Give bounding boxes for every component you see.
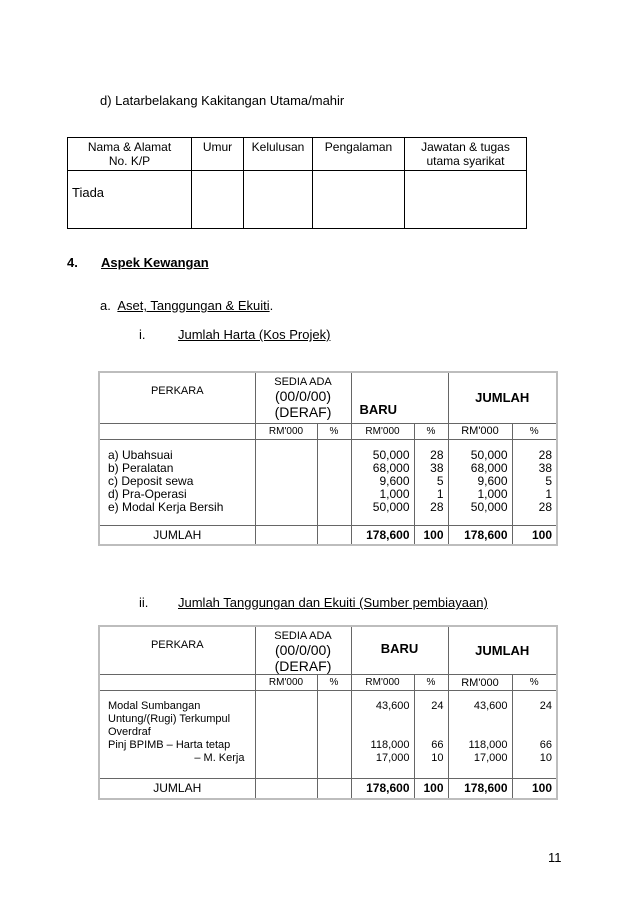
harta-total-baru [351, 525, 414, 544]
tanggungan-header-row [100, 627, 556, 675]
harta-baru-rm [351, 439, 414, 525]
list-item: 17,000 [375, 752, 410, 764]
tanggungan-total-sedia-rm [255, 779, 317, 798]
rm-label: RM'000 [268, 677, 304, 688]
tiada-text: Tiada [72, 185, 105, 200]
col-jawatan-header [405, 138, 527, 171]
cell-umur [192, 171, 244, 229]
total-value: 178,600 [464, 781, 508, 796]
list-item [419, 713, 444, 726]
rm-label: RM'000 [461, 425, 499, 437]
list-item: c) Deposit sewa [108, 473, 194, 488]
list-item: 17,000 [473, 752, 508, 764]
jumlah-label: JUMLAH [475, 390, 530, 406]
list-item: 1,000 [379, 486, 410, 501]
list-item: 38 [538, 460, 552, 475]
unit-sedia-pct [317, 423, 351, 439]
harta-header-row [100, 373, 556, 423]
list-item: Pinj BPIMB – Harta tetap [108, 739, 231, 751]
harta-total-jumlah-pct [512, 525, 556, 544]
list-item: 9,600 [477, 473, 508, 488]
header-umur: Umur [202, 140, 233, 154]
unit-sedia-rm [255, 423, 317, 439]
unit-jumlah-rm [448, 675, 512, 691]
staff-table-row [68, 171, 527, 229]
perkara-label: PERKARA [150, 385, 204, 397]
list-item [356, 726, 410, 739]
list-item [517, 726, 553, 739]
deraf-label: (DERAF) [274, 404, 332, 420]
sub-i-title: Jumlah Harta (Kos Projek) [178, 327, 331, 342]
harta-unit-row [100, 423, 556, 439]
list-item: 1,000 [477, 486, 508, 501]
perkara-label: PERKARA [150, 639, 204, 651]
list-item: 24 [539, 700, 552, 712]
unit-perkara-cell [100, 675, 255, 691]
unit-jumlah-rm [448, 423, 512, 439]
list-item: 28 [538, 499, 552, 514]
rm-label: RM'000 [461, 676, 499, 689]
list-item: 50,000 [372, 499, 410, 514]
harta-table [100, 373, 556, 544]
sedia-ada-label: SEDIA ADA [274, 376, 332, 388]
sedia-ada-header [255, 627, 351, 675]
list-item: 38 [430, 460, 444, 475]
section-4-title: Aspek Kewangan [101, 255, 209, 270]
list-item [419, 726, 444, 739]
total-value: 178,600 [366, 527, 410, 542]
list-item: Overdraf [108, 726, 151, 738]
list-item: 118,000 [468, 739, 508, 751]
pct-label: % [529, 425, 539, 437]
perkara-header [100, 373, 255, 423]
header-nama-line2: No. K/P [108, 154, 151, 168]
unit-baru-pct [414, 675, 448, 691]
rm-label: RM'000 [365, 677, 400, 688]
unit-jumlah-pct [512, 675, 556, 691]
list-item: 28 [430, 499, 444, 514]
total-value: 178,600 [366, 781, 410, 796]
tanggungan-jumlah-rm [448, 691, 512, 779]
harta-jumlah-pct [512, 439, 556, 525]
sub-ii-title: Jumlah Tanggungan dan Ekuiti (Sumber pembiayaan) [178, 595, 488, 610]
staff-table-header-row [68, 138, 527, 171]
tanggungan-total-label [100, 779, 255, 798]
section-d-heading: d) Latarbelakang Kakitangan Utama/mahir [100, 93, 345, 108]
tanggungan-total-baru-pct [414, 779, 448, 798]
sub-i-roman: i. [139, 327, 146, 342]
sedia-ada-label: SEDIA ADA [274, 630, 332, 642]
list-item: 50,000 [470, 499, 508, 514]
list-item [356, 713, 410, 726]
total-label: JUMLAH [153, 527, 202, 542]
list-item [517, 713, 553, 726]
tanggungan-items-labels [100, 691, 255, 779]
harta-items-labels [100, 439, 255, 525]
harta-jumlah-rm [448, 439, 512, 525]
pct-label: % [329, 677, 339, 688]
harta-items-row [100, 439, 556, 525]
harta-baru-pct [414, 439, 448, 525]
list-item: 28 [538, 447, 552, 462]
col-kelulusan-header [244, 138, 313, 171]
list-item: 10 [431, 752, 444, 764]
total-value: 100 [531, 527, 552, 542]
jumlah-label: JUMLAH [475, 643, 530, 658]
list-item: 5 [545, 473, 552, 488]
list-item: Untung/(Rugi) Terkumpul [108, 713, 231, 725]
total-value: 178,600 [464, 527, 508, 542]
harta-total-sedia-pct [317, 525, 351, 544]
pct-label: % [426, 677, 436, 688]
tanggungan-total-sedia-pct [317, 779, 351, 798]
total-label: JUMLAH [153, 781, 202, 796]
total-value: 100 [423, 527, 444, 542]
list-item: b) Peralatan [108, 460, 174, 475]
list-item: 68,000 [372, 460, 410, 475]
page-number: 11 [548, 850, 562, 865]
list-item [453, 726, 508, 739]
header-kelulusan: Kelulusan [251, 140, 305, 154]
list-item: 50,000 [470, 447, 508, 462]
header-nama-line1: Nama & Alamat [87, 140, 172, 154]
date-label: (00/0/00) [274, 642, 332, 658]
tanggungan-total-jumlah-pct [512, 779, 556, 798]
tanggungan-baru-rm [351, 691, 414, 779]
list-item: e) Modal Kerja Bersih [108, 499, 224, 514]
unit-sedia-rm [255, 675, 317, 691]
jumlah-header [448, 373, 556, 423]
list-item: 66 [431, 739, 444, 751]
list-item: 66 [539, 739, 552, 751]
unit-sedia-pct [317, 675, 351, 691]
tanggungan-total-row [100, 779, 556, 798]
header-jawatan-line2: utama syarikat [426, 154, 505, 168]
sub-a-heading [100, 298, 273, 313]
list-item: 118,000 [370, 739, 410, 751]
cell-nama [68, 171, 192, 229]
unit-baru-rm [351, 423, 414, 439]
list-item: 43,600 [473, 700, 508, 712]
tanggungan-unit-row [100, 675, 556, 691]
rm-label: RM'000 [365, 425, 400, 437]
header-jawatan-line1: Jawatan & tugas [421, 140, 510, 154]
harta-sedia-pct [317, 439, 351, 525]
tanggungan-jumlah-pct [512, 691, 556, 779]
unit-jumlah-pct [512, 423, 556, 439]
sub-a-prefix: a. [100, 298, 111, 313]
baru-header [351, 627, 448, 675]
tanggungan-sedia-rm [255, 691, 317, 779]
tanggungan-total-baru [351, 779, 414, 798]
list-item: d) Pra-Operasi [108, 486, 187, 501]
col-umur-header [192, 138, 244, 171]
total-value: 100 [531, 781, 552, 796]
list-item: 24 [431, 700, 444, 712]
tanggungan-items-row [100, 691, 556, 779]
deraf-label: (DERAF) [274, 658, 332, 674]
tanggungan-table [100, 627, 556, 798]
jumlah-header [448, 627, 556, 675]
list-item: 43,600 [375, 700, 410, 712]
unit-baru-rm [351, 675, 414, 691]
list-item: 10 [539, 752, 552, 764]
baru-header [351, 373, 448, 423]
cell-jawatan [405, 171, 527, 229]
pct-label: % [426, 425, 436, 437]
cell-kelulusan [244, 171, 313, 229]
cell-pengalaman [313, 171, 405, 229]
perkara-header [100, 627, 255, 675]
baru-label: BARU [359, 401, 398, 417]
sub-ii-roman: ii. [139, 595, 149, 610]
unit-perkara-cell [100, 423, 255, 439]
header-pengalaman: Pengalaman [324, 140, 393, 154]
pct-label: % [529, 677, 539, 688]
list-item: – M. Kerja [194, 752, 245, 764]
tanggungan-baru-pct [414, 691, 448, 779]
col-nama-header [68, 138, 192, 171]
date-label: (00/0/00) [274, 388, 332, 404]
list-item: 5 [436, 473, 444, 488]
sub-a-title: Aset, Tanggungan & Ekuiti [117, 298, 270, 313]
harta-total-baru-pct [414, 525, 448, 544]
sedia-ada-header [255, 373, 351, 423]
list-item: 68,000 [470, 460, 508, 475]
baru-label: BARU [380, 641, 419, 656]
list-item: 1 [545, 486, 552, 501]
sub-a-suffix: . [269, 298, 274, 313]
harta-total-row [100, 525, 556, 544]
list-item: Modal Sumbangan [108, 700, 201, 712]
list-item [453, 713, 508, 726]
list-item: 9,600 [379, 473, 410, 488]
tanggungan-total-jumlah [448, 779, 512, 798]
rm-label: RM'000 [268, 425, 304, 437]
tanggungan-sedia-pct [317, 691, 351, 779]
harta-total-sedia-rm [255, 525, 317, 544]
harta-total-jumlah [448, 525, 512, 544]
list-item: 1 [436, 486, 444, 501]
harta-sedia-rm [255, 439, 317, 525]
total-value: 100 [423, 781, 444, 796]
list-item: 50,000 [372, 447, 410, 462]
list-item: a) Ubahsuai [108, 447, 173, 462]
harta-total-label [100, 525, 255, 544]
col-pengalaman-header [313, 138, 405, 171]
list-item: 28 [430, 447, 444, 462]
unit-baru-pct [414, 423, 448, 439]
section-4-number: 4. [67, 255, 78, 270]
pct-label: % [329, 425, 339, 437]
staff-table [67, 137, 527, 229]
